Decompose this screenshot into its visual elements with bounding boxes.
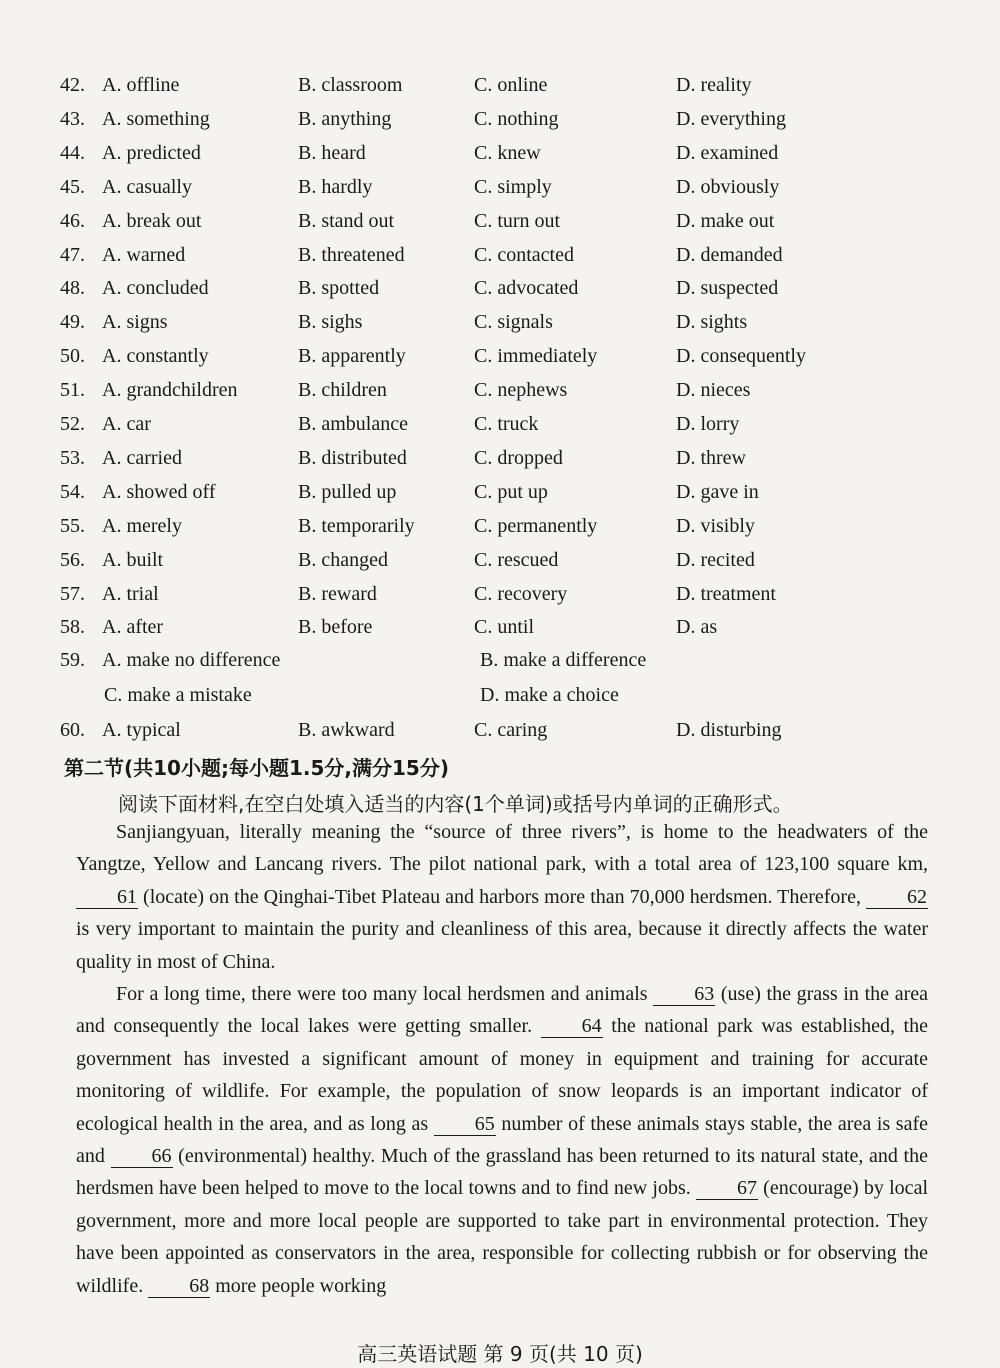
- option-d: D. gave in: [676, 480, 759, 503]
- question-row: [0, 138, 1000, 168]
- passage-text: (use) the grass in the area and consequently the local lakes were getting smaller.: [76, 983, 928, 1038]
- option-c: C. immediately: [474, 345, 598, 368]
- option-b: B. stand out: [298, 209, 395, 232]
- option-a: A. constantly: [102, 345, 209, 368]
- option-c: C. online: [474, 74, 548, 96]
- passage-text: the national park was established, the government has invested a significant amount of money in equipment and training for accurate monitoring of wildlife. For example, the population of snow leopards is an important indicator of ecological health in the area, and as long as: [76, 1015, 928, 1135]
- option-c: C. until: [474, 616, 535, 639]
- question-row-60: [0, 715, 1000, 745]
- option-a: A. showed off: [102, 480, 216, 503]
- passage-paragraph-1: [76, 816, 928, 978]
- option-d: D. obviously: [676, 175, 780, 198]
- passage-text: Sanjiangyuan, literally meaning the “source of three rivers”, is home to the headwaters of the Yangtze, Yellow and Lancang rivers. The pilot national park, with a total area of 123,100 square km,: [76, 821, 928, 876]
- question-number: 57.: [60, 582, 85, 605]
- option-c: C. simply: [474, 175, 552, 198]
- passage-text: number of these animals stays stable, the area is safe and: [76, 1112, 928, 1168]
- passage-text: more people working: [210, 1274, 387, 1297]
- option-d: D. suspected: [676, 277, 779, 300]
- question-number: 45.: [60, 175, 85, 198]
- option-c: C. dropped: [474, 446, 563, 469]
- option-c: C. nothing: [474, 107, 559, 130]
- option-d: D. reality: [676, 74, 752, 96]
- option-b: B. heard: [298, 141, 366, 164]
- option-c: C. turn out: [474, 209, 561, 232]
- option-b: B. threatened: [298, 243, 405, 266]
- option-d: D. sights: [676, 311, 748, 334]
- question-row: [0, 104, 1000, 134]
- option-a: A. signs: [102, 311, 168, 334]
- option-b: B. sighs: [298, 311, 363, 334]
- option-a: A. trial: [102, 582, 159, 605]
- question-row: [0, 375, 1000, 405]
- option-d: D. as: [676, 616, 718, 639]
- option-d: D. disturbing: [676, 719, 782, 741]
- blank-63: 63: [653, 983, 715, 1006]
- question-row: [0, 612, 1000, 642]
- option-c: C. rescued: [474, 548, 559, 571]
- option-b: B. apparently: [298, 345, 406, 368]
- blank-64: 64: [541, 1015, 603, 1038]
- option-c: C. put up: [474, 480, 548, 503]
- question-number: 54.: [60, 480, 85, 503]
- option-a: A. something: [102, 107, 210, 130]
- page-footer: 高三英语试题 第 9 页(共 10 页): [357, 1342, 643, 1366]
- option-b: B. awkward: [298, 719, 395, 741]
- option-a: A. car: [102, 413, 151, 435]
- passage-text: (encourage) by local government, more and more local people are supported to take part in environmental protection. They have been appointed as conservators in the area, responsible for collecting rubbish or for observing the wildlife.: [76, 1177, 928, 1297]
- option-d: D. visibly: [676, 514, 755, 537]
- question-number: 49.: [60, 311, 85, 334]
- question-number: 43.: [60, 107, 85, 130]
- blank-68: 68: [148, 1275, 210, 1298]
- passage-paragraph-2: [76, 978, 928, 1302]
- question-row: [0, 545, 1000, 575]
- option-a: A. grandchildren: [102, 379, 238, 402]
- option-b: B. classroom: [298, 74, 403, 96]
- option-d: D. consequently: [676, 345, 806, 368]
- option-d: D. everything: [676, 107, 786, 130]
- option-a: A. casually: [102, 175, 192, 198]
- option-a: A. break out: [102, 209, 202, 232]
- option-a: A. offline: [102, 74, 180, 96]
- option-d: D. threw: [676, 446, 746, 469]
- question-row: [0, 307, 1000, 337]
- question-number: 56.: [60, 548, 85, 571]
- blank-61: 61: [76, 886, 138, 909]
- question-number: 46.: [60, 209, 85, 232]
- option-d: D. make out: [676, 209, 775, 232]
- option-b: B. spotted: [298, 277, 380, 300]
- option-c: C. make a mistake: [104, 684, 252, 706]
- question-number: 55.: [60, 514, 85, 537]
- option-b: B. reward: [298, 582, 377, 605]
- question-row: [0, 341, 1000, 371]
- question-row: [0, 477, 1000, 507]
- question-row: [0, 70, 1000, 100]
- question-row: [0, 206, 1000, 236]
- option-a: A. built: [102, 548, 164, 571]
- question-number: 58.: [60, 616, 85, 639]
- question-number: 47.: [60, 243, 85, 266]
- question-row: [0, 409, 1000, 439]
- option-a: A. predicted: [102, 141, 201, 164]
- passage-text: (locate) on the Qinghai-Tibet Plateau and harbors more than 70,000 herdsmen. Therefore,: [138, 885, 866, 908]
- section-instruction: 阅读下面材料,在空白处填入适当的内容(1个单词)或括号内单词的正确形式。: [118, 792, 793, 816]
- option-a: A. warned: [102, 243, 186, 266]
- option-b: B. distributed: [298, 446, 407, 469]
- option-a: A. concluded: [102, 277, 209, 300]
- question-number: 60.: [60, 719, 85, 741]
- question-row: [0, 172, 1000, 202]
- option-a: A. carried: [102, 446, 182, 469]
- option-b: B. children: [298, 379, 387, 402]
- passage-text: For a long time, there were too many local herdsmen and animals: [116, 983, 654, 1006]
- option-c: C. truck: [474, 413, 539, 435]
- option-b: B. pulled up: [298, 480, 397, 503]
- option-c: C. signals: [474, 311, 553, 334]
- question-number: 59.: [60, 649, 85, 671]
- option-b: B. hardly: [298, 175, 373, 198]
- option-b: B. changed: [298, 548, 388, 571]
- question-number: 53.: [60, 446, 85, 469]
- question-row-59: [0, 645, 1000, 675]
- option-c: C. recovery: [474, 582, 568, 605]
- question-row: [0, 511, 1000, 541]
- option-c: C. nephews: [474, 379, 568, 402]
- question-number: 51.: [60, 379, 85, 402]
- passage-text: is very important to maintain the purity and cleanliness of this area, because it directly affects the water quality in most of China.: [76, 918, 928, 973]
- question-number: 44.: [60, 141, 85, 164]
- option-d: D. examined: [676, 141, 779, 164]
- option-c: C. permanently: [474, 514, 598, 537]
- option-d: D. recited: [676, 548, 755, 571]
- passage-text: (environmental) healthy. Much of the grassland has been returned to its natural state, and the herdsmen have been helped to move to the local towns and to find new jobs.: [76, 1145, 928, 1200]
- option-d: D. lorry: [676, 413, 740, 435]
- question-row-59-cont: [0, 680, 1000, 710]
- question-row: [0, 240, 1000, 270]
- option-c: C. knew: [474, 141, 541, 164]
- section-title: 第二节(共10小题;每小题1.5分,满分15分): [64, 756, 449, 780]
- question-row: [0, 443, 1000, 473]
- option-c: C. contacted: [474, 243, 574, 266]
- question-number: 50.: [60, 345, 85, 368]
- option-b: B. anything: [298, 107, 392, 130]
- option-b: B. ambulance: [298, 413, 408, 435]
- question-number: 48.: [60, 277, 85, 300]
- question-number: 52.: [60, 413, 85, 435]
- option-d: D. treatment: [676, 582, 776, 605]
- blank-62: 62: [866, 886, 928, 909]
- question-number: 42.: [60, 74, 85, 96]
- option-a: A. merely: [102, 514, 182, 537]
- option-a: A. after: [102, 616, 164, 639]
- option-b: B. make a difference: [480, 649, 647, 671]
- option-d: D. make a choice: [480, 684, 619, 706]
- option-c: C. advocated: [474, 277, 579, 300]
- question-row: [0, 579, 1000, 609]
- option-d: D. nieces: [676, 379, 751, 402]
- question-row: [0, 273, 1000, 303]
- option-d: D. demanded: [676, 243, 783, 266]
- blank-65: 65: [434, 1113, 496, 1136]
- reading-passage: [76, 816, 928, 1302]
- option-b: B. temporarily: [298, 514, 415, 537]
- option-a: A. make no difference: [102, 649, 281, 671]
- blank-66: 66: [111, 1145, 173, 1168]
- option-b: B. before: [298, 616, 373, 639]
- option-c: C. caring: [474, 719, 548, 741]
- option-a: A. typical: [102, 719, 181, 741]
- blank-67: 67: [696, 1177, 758, 1200]
